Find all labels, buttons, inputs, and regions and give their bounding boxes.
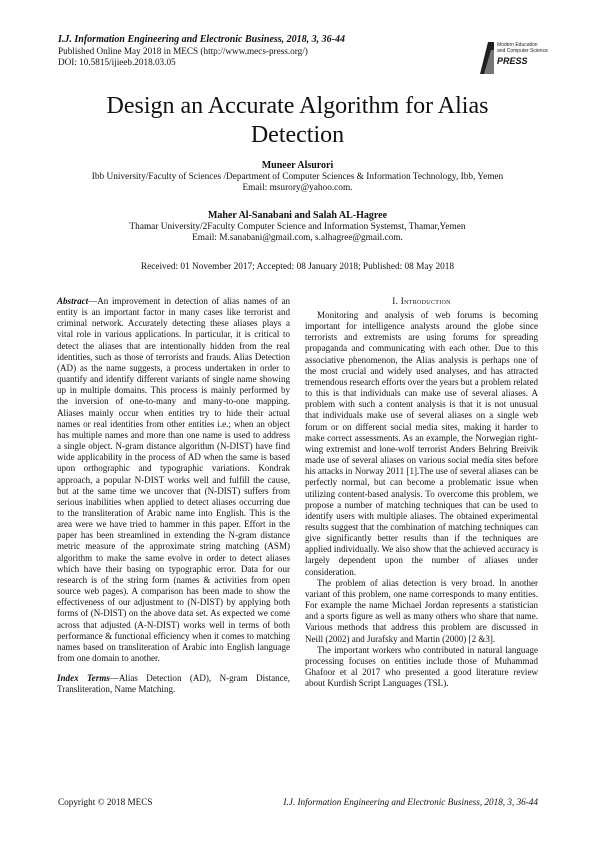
doi: DOI: 10.5815/ijieeb.2018.03.05 xyxy=(58,57,176,68)
paragraph: The important workers who contributed in natural language processing focuses on entities include those of Muhammad Ghafoor et al 2017 who presented a good literature review about Kurdish Script Languages (TSL). xyxy=(305,644,538,689)
abstract-label: Abstract xyxy=(57,296,89,306)
footer-copyright: Copyright © 2018 MECS xyxy=(58,797,153,807)
introduction-column xyxy=(305,310,538,689)
author-affiliation: Ibb University/Faculty of Sciences /Department of Computer Sciences & Information Technology, Ibb, Yemen xyxy=(91,171,504,182)
footer-journal-ref: I.J. Information Engineering and Electronic Business, 2018, 3, 36-44 xyxy=(283,797,538,807)
svg-text:PRESS: PRESS xyxy=(497,56,528,66)
svg-text:Modern Education: Modern Education xyxy=(497,42,538,48)
journal-name: I.J. Information Engineering and Electronic Business, xyxy=(58,34,285,45)
abstract-text: —An improvement in detection of alias names of an entity is an important factor in many cases like terrorist and criminal network. Accurately detecting these aliases plays a vital role in various applications. In particular, it is critical to detect the aliases that are intentionally hidden from the real identities, such as those of terrorists and frauds. Alias Detection (AD) as the name suggests, a process undertaken in order to quantify and identify different variants of single name showing up in multiple domains. This process is mainly performed by the inversion of one-to-many and many-to-one mapping. Aliases mainly occur when entities try to hide their actual names or real identities from other entities i.e.; when an object has multiple names and more than one name is used to address a single object. N-gram distance algorithm (N-DIST) have find wide applicability in the process of AD when the same is based upon orthographic and typographic variations. Kondrak approach, a popular N-DIST works well and fulfill the cause, but at the same time we uncover that (N-DIST) suffers from serious inabilities when applied to detect aliases occurring due to the transliteration of Arabic name into English. This is the area were we have tried to hammer in this paper. Effort in the paper has been streamlined in extending the N-gram distance metric measure of the approximate string matching (ASM) algorithm to make the same evolve in order to detect aliases which have their basing on typographic error. Data for our research is of the string form (names & activities from open source web pages). A comparison has been made to show the effectiveness of our adjustment to (N-DIST) by applying both forms of (N-DIST) on the above data set. As expected we come across that adjusted (A-N-DIST) works well in terms of both performance & functional efficiency when it comes to matching names based on transliteration of Arabic into English language from one domain to another. xyxy=(57,296,290,663)
running-header xyxy=(58,34,345,69)
author-block-1 xyxy=(30,160,565,195)
paper-title: Design an Accurate Algorithm for Alias Detection xyxy=(106,93,489,148)
author-name: Maher Al-Sanabani and Salah AL-Hagree xyxy=(207,210,388,221)
abstract-column xyxy=(57,296,290,695)
paragraph: The problem of alias detection is very broad. In another variant of this problem, one name corresponds to many entities. For example the name Michael Jordan represents a statistician and a sports figure as well as many others who share that name. Various methods that address this problem are discussed in Neill (2002) and Jurafsky and Martin (2000) [2 &3]. xyxy=(305,577,538,644)
index-terms-text: —Alias Detection (AD), N-gram Distance, Transliteration, Name Matching. xyxy=(57,673,290,695)
author-email: Email: msurory@yahoo.com. xyxy=(242,183,353,194)
published-online: Published Online May 2018 in MECS (http://www.mecs-press.org/) xyxy=(58,45,308,56)
author-email: Email: M.sanabani@gmail.com, s.alhagree@gmail.com. xyxy=(192,233,403,244)
journal-issue: 2018, 3, 36-44 xyxy=(284,34,346,45)
paragraph: Monitoring and analysis of web forums is becoming important for intelligence analysts around the globe since terrorists and extremists are using forums for spreading propaganda and communicating with each other. Due to this associative phenomenon, the Alias analysis is perhaps one of the most crucial and widely used analyses, and has attracted tremendous research efforts over the years but a problem related to this is that individuals can make use of several aliases. A problem with such a content analysis is that it is not unusual that individuals make use of several aliases on a single web forum or on different social media sites, making it harder to make correct assessments. As an example, the Norwegian right-wing extremist and lone-wolf terrorist Anders Behring Breivik made use of several aliases on various social media sites before his attacks in Norway 2011 [1].The use of several aliases can be perfectly normal, but can become a problematic issue when utilizing content-based analysis. To overcome this problem, we propose a number of matching techniques that can be used to identify users with multiple aliases. The obtained experimental results suggest that the combination of matching techniques can give significantly better results than if the techniques are applied individually. We also show that the achieved accuracy is largely dependent upon the number of aliases under consideration. xyxy=(305,310,538,577)
author-name: Muneer Alsurori xyxy=(261,160,334,171)
index-terms-label: Index Terms xyxy=(57,673,110,684)
author-affiliation: Thamar University/2Faculty Computer Science and Information Systemst, Thamar,Yemen xyxy=(129,221,466,232)
svg-text:and Computer Science: and Computer Science xyxy=(497,48,548,54)
submission-dates: Received: 01 November 2017; Accepted: 08 January 2018; Published: 08 May 2018 xyxy=(140,262,455,272)
section-heading xyxy=(305,296,538,306)
section-title: Introduction xyxy=(400,296,451,306)
publisher-logo xyxy=(478,36,548,76)
section-number: I. xyxy=(392,296,401,306)
index-terms xyxy=(57,673,290,695)
abstract xyxy=(57,296,290,664)
author-block-2 xyxy=(30,210,565,245)
